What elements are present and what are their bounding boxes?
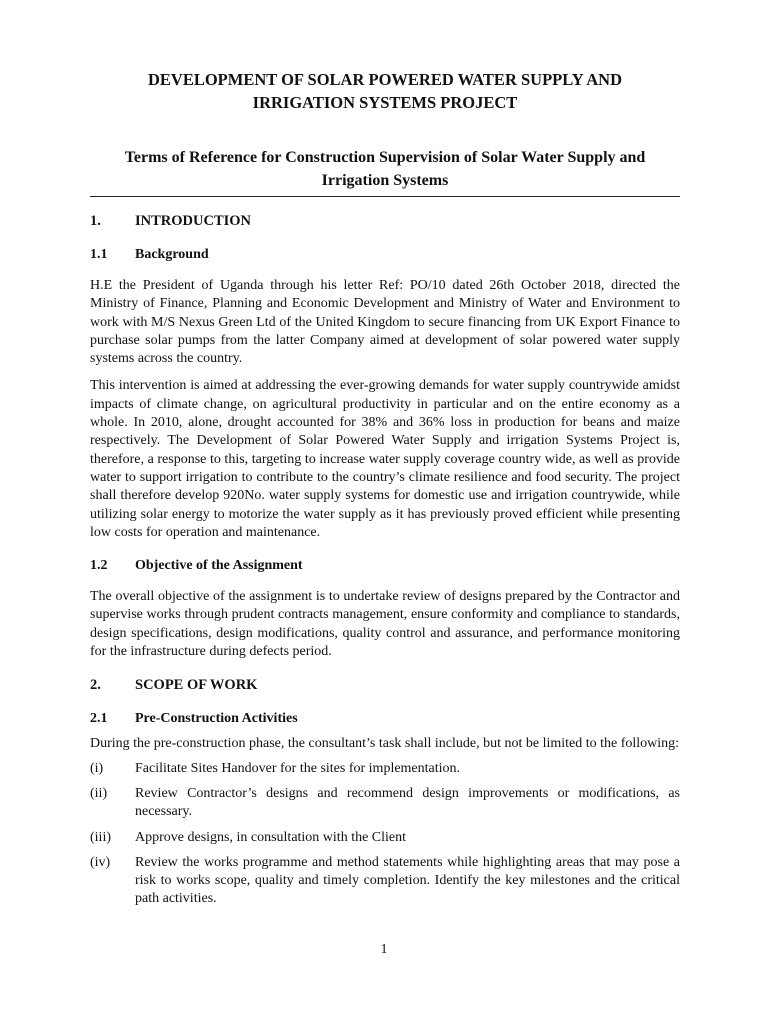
list-item	[90, 854, 680, 909]
list-item	[90, 760, 680, 778]
section-number: 1.	[90, 213, 101, 229]
title-divider	[90, 196, 680, 197]
list-item-marker: (iv)	[90, 854, 111, 870]
list-item-marker: (i)	[90, 760, 104, 776]
subsection-title: Objective of the Assignment	[135, 558, 303, 574]
page-number: 1	[380, 942, 388, 957]
subsection-title: Background	[135, 247, 209, 262]
section-title: SCOPE OF WORK	[135, 677, 258, 694]
document-title	[90, 68, 680, 114]
list-item-text: Review Contractor’s designs and recommend design improvements or modifications, as necessary.	[135, 785, 680, 820]
subsection-objective-heading	[90, 556, 680, 576]
section-scope-heading	[90, 675, 680, 695]
list-item	[90, 829, 680, 847]
title-line-2: IRRIGATION SYSTEMS PROJECT	[252, 93, 518, 112]
list-item	[90, 785, 680, 822]
subsection-background-heading	[90, 245, 680, 265]
preconstruction-intro-paragraph: During the pre-construction phase, the consultant’s task shall include, but not be limited to the following:	[90, 736, 680, 752]
section-title: INTRODUCTION	[135, 213, 252, 229]
preconstruction-task-list	[90, 760, 680, 909]
section-introduction-heading	[90, 211, 680, 231]
background-paragraph-2: This intervention is aimed at addressing the ever-growing demands for water supply countrywide amidst impacts of climate change, on agricultural productivity in particular and on the entire economy as a whole. In 2010, alone, drought accounted for 38% and 36% loss in production for beans and maize respectively. The Development of Solar Powered Water Supply and irrigation Systems Project is, therefore, a response to this, targeting to increase water supply coverage country wide, as well as provide water to support irrigation to contribute to the country’s climate resilience and food security. The project shall therefore develop 920No. water supply systems for domestic use and irrigation countrywide, while utilizing solar energy to motorize the water supply as it has previously proved efficient while presenting low costs for operation and maintenance.	[90, 378, 680, 540]
list-item-marker: (ii)	[90, 785, 108, 801]
objective-paragraph: The overall objective of the assignment is to undertake review of designs prepared by the Contractor and supervise works through prudent contracts management, ensure conformity and compliance to standards, design specifications, design modifications, quality control and assurance, and performance monitoring for the infrastructure during defects period.	[90, 589, 680, 660]
list-item-text: Review the works programme and method statements while highlighting areas that may pose a risk to works scope, quality and timely completion. Identify the key milestones and the critical path activities.	[135, 854, 680, 907]
document-subtitle	[90, 146, 680, 192]
subsection-title: Pre-Construction Activities	[135, 711, 298, 727]
subsection-number: 1.2	[90, 558, 108, 574]
title-line-1: DEVELOPMENT OF SOLAR POWERED WATER SUPPLY AND	[148, 70, 622, 89]
subsection-number: 1.1	[90, 247, 108, 262]
list-item-marker: (iii)	[90, 829, 111, 845]
section-number: 2.	[90, 677, 101, 694]
background-paragraph-1: H.E the President of Uganda through his letter Ref: PO/10 dated 26th October 2018, directed the Ministry of Finance, Planning and Economic Development and Ministry of Water and Environment to work with M/S Nexus Green Ltd of the United Kingdom to secure financing from UK Export Finance to purchase solar pumps from the latter Company aimed at development of solar powered water supply systems across the country.	[90, 278, 680, 367]
document-page	[90, 68, 680, 916]
list-item-text: Facilitate Sites Handover for the sites for implementation.	[135, 760, 461, 776]
subtitle-line-2: Irrigation Systems	[321, 172, 449, 189]
subsection-preconstruction-heading	[90, 709, 680, 729]
subtitle-line-1: Terms of Reference for Construction Supervision of Solar Water Supply and	[124, 149, 646, 166]
subsection-number: 2.1	[90, 711, 108, 727]
list-item-text: Approve designs, in consultation with the Client	[135, 829, 407, 845]
